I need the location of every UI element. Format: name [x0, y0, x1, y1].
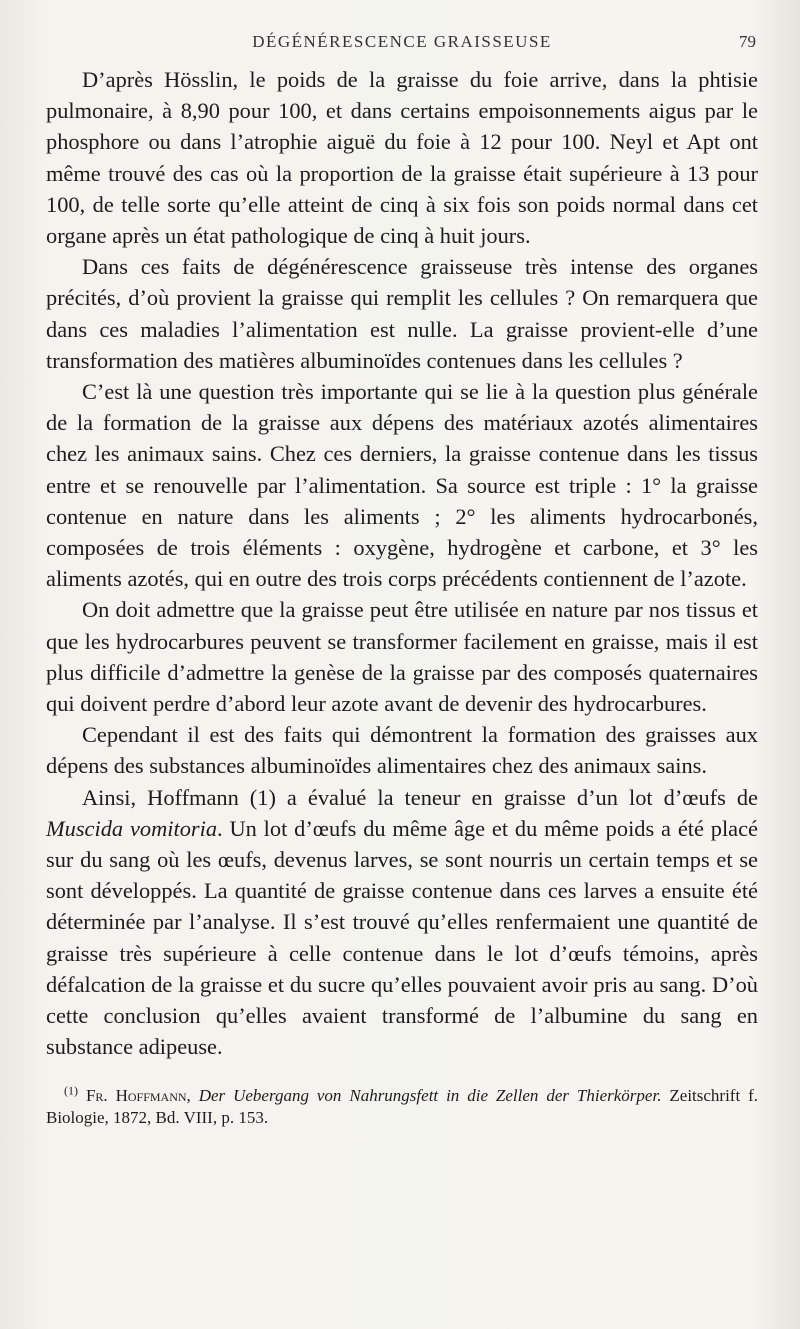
running-header	[46, 30, 758, 58]
paragraph: Dans ces faits de dégénérescence graisseuse très intense des organes précités, d’où provient la graisse qui remplit les cellules ? On remarquera que dans ces maladies l’alimentation est nulle. La graisse provient-elle d’une transformation des matières albuminoïdes contenues dans les cellules ?	[46, 254, 758, 373]
footnote-marker: (1)	[64, 1082, 78, 1097]
footnote-source: Zeitschrift f. Biologie, 1872, Bd. VIII, p. 153.	[46, 1085, 759, 1127]
footnote-title: Der Uebergang von Nahrungsfett in die Zellen der Thierkörper.	[198, 1085, 662, 1105]
paragraph: D’après Hösslin, le poids de la graisse du foie arrive, dans la phtisie pulmonaire, à 8,90 pour 100, et dans certains empoisonnements aigus par le phosphore ou dans l’atrophie aiguë du foie à 12 pour 100. Neyl et Apt ont même trouvé des cas où la proportion de la graisse était supérieure à 13 pour 100, de telle sorte qu’elle atteint de cinq à six fois son poids normal dans cet organe après un état pathologique de cinq à huit jours.	[46, 67, 758, 249]
paragraph: On doit admettre que la graisse peut être utilisée en nature par nos tissus et que les hydrocarbures peuvent se transformer facilement en graisse, mais il est plus difficile d’admettre la genèse de la graisse par des composés quaternaires qui doivent perdre d’abord leur azote avant de devenir des hydrocarbures.	[46, 597, 758, 717]
footnote	[46, 1082, 759, 1129]
paragraph-text: . Un lot d’œufs du même âge et du même poids a été placé sur du sang où les œufs, devenus larves, se sont nourris un certain temps et se sont développés. La quantité de graisse contenue dans ces larves a ensuite été déterminée par l’analyse. Il s’est trouvé qu’elles renfermaient une quantité de graisse très supérieure à celle contenue dans le lot d’œufs témoins, après défalcation de la graisse et du sucre qu’elles pouvaient avoir pris au sang. D’où cette conclusion qu’elles avaient transformé de l’albumine du sang en substance adipeuse.	[46, 815, 758, 1060]
body-text	[46, 64, 758, 1063]
paragraph-text: Ainsi, Hoffmann (1) a évalué la teneur en graisse d’un lot d’œufs de	[82, 784, 758, 810]
paragraph: Cependant il est des faits qui démontrent la formation des graisses aux dépens des substances albuminoïdes alimentaires chez des animaux sains.	[46, 722, 758, 779]
species-name: Muscida vomitoria	[46, 815, 218, 841]
paragraph	[46, 782, 758, 1063]
page-number: 79	[739, 32, 756, 51]
running-title: DÉGÉNÉRESCENCE GRAISSEUSE	[252, 32, 552, 51]
paragraph: C’est là une question très importante qui se lie à la question plus générale de la formation de la graisse aux dépens des matériaux azotés alimentaires chez les animaux sains. Chez ces derniers, la graisse contenue dans les tissus entre et se renouvelle par l’alimentation. Sa source est triple : 1° la graisse contenue en nature dans les aliments ; 2° les aliments hydrocarbonés, composées de trois éléments : oxygène, hydrogène et carbone, et 3° les aliments azotés, qui en outre des trois corps précédents contiennent de l’azote.	[46, 379, 758, 592]
footnote-author: Fr. Hoffmann,	[85, 1085, 191, 1105]
